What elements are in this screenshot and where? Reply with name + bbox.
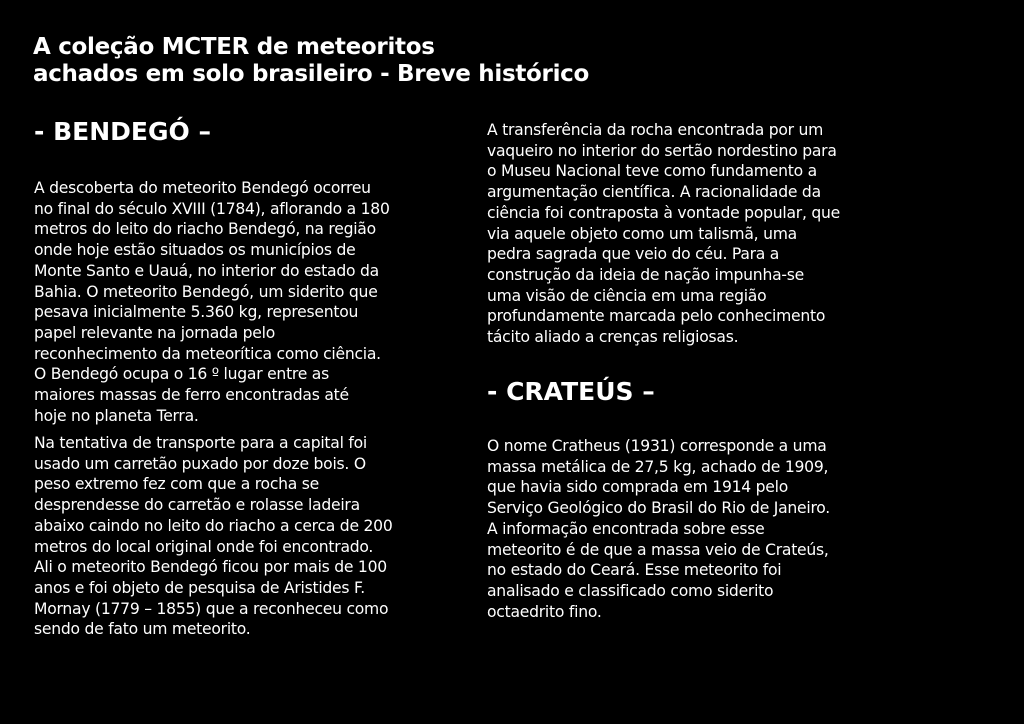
text-line: meteorito é de que a massa veio de Crateús, [487,540,829,559]
text-line: o Museu Nacional teve como fundamento a [487,162,817,181]
text-line: peso extremo fez com que a rocha se [34,475,320,494]
crateus-heading: - CRATEÚS – [487,377,655,406]
text-line: O nome Cratheus (1931) corresponde a uma [487,437,827,455]
text-line: tácito aliado a crenças religiosas. [487,328,739,347]
text-line: octaedrito fino. [487,602,602,621]
text-line: profundamente marcada pelo conhecimento [487,307,826,326]
text-line: Serviço Geológico do Brasil do Rio de Janeiro. [487,499,830,518]
bendego-paragraph-transfer [487,120,840,348]
crateus-paragraph [487,436,830,622]
text-line: massa metálica de 27,5 kg, achado de 1909, [487,457,829,476]
text-line: Monte Santo e Uauá, no interior do estado da [34,261,379,280]
bendego-paragraph-discovery [34,178,390,426]
page-title-line-2: achados em solo brasileiro - Breve histórico [33,61,590,87]
text-line: vaqueiro no interior do sertão nordestino para [487,141,837,160]
text-line: sendo de fato um meteorito. [34,620,251,639]
bendego-paragraph-transport [34,433,393,640]
text-line: A descoberta do meteorito Bendegó ocorreu [34,179,371,197]
text-line: pedra sagrada que veio do céu. Para a [487,245,780,264]
text-line: A informação encontrada sobre esse [487,519,765,538]
text-line: hoje no planeta Terra. [34,406,199,425]
text-line: metros do local original onde foi encontrado. [34,537,374,556]
text-line: papel relevante na jornada pelo [34,323,276,342]
text-line: metros do leito do riacho Bendegó, na região [34,220,376,239]
text-line: pesava inicialmente 5.360 kg, representou [34,303,359,322]
text-line: Na tentativa de transporte para a capital foi [34,434,368,452]
text-line: que havia sido comprada em 1914 pelo [487,478,789,497]
text-line: Mornay (1779 – 1855) que a reconheceu como [34,599,389,618]
bendego-heading: - BENDEGÓ – [34,117,211,146]
page-title [33,34,793,88]
text-line: anos e foi objeto de pesquisa de Aristides F. [34,578,365,597]
text-line: no estado do Ceará. Esse meteorito foi [487,561,782,580]
text-line: onde hoje estão situados os municípios de [34,241,356,260]
text-line: uma visão de ciência em uma região [487,286,767,305]
text-line: construção da ideia de nação impunha-se [487,265,804,284]
text-line: Bahia. O meteorito Bendegó, um siderito que [34,282,378,301]
text-line: O Bendegó ocupa o 16 º lugar entre as [34,365,329,384]
text-line: no final do século XVIII (1784), aflorando a 180 [34,199,390,218]
text-line: usado um carretão puxado por doze bois. O [34,454,366,473]
text-line: Ali o meteorito Bendegó ficou por mais de 100 [34,558,387,577]
text-line: A transferência da rocha encontrada por um [487,121,824,139]
text-line: via aquele objeto como um talismã, uma [487,224,797,243]
text-line: analisado e classificado como siderito [487,581,774,600]
page-title-line-1: A coleção MCTER de meteoritos [33,34,435,60]
text-line: abaixo caindo no leito do riacho a cerca de 200 [34,516,393,535]
text-line: argumentação científica. A racionalidade da [487,183,821,202]
text-line: maiores massas de ferro encontradas até [34,386,349,405]
text-line: reconhecimento da meteorítica como ciência. [34,344,381,363]
text-line: desprendesse do carretão e rolasse ladeira [34,496,360,515]
text-line: ciência foi contraposta à vontade popular, que [487,203,840,222]
